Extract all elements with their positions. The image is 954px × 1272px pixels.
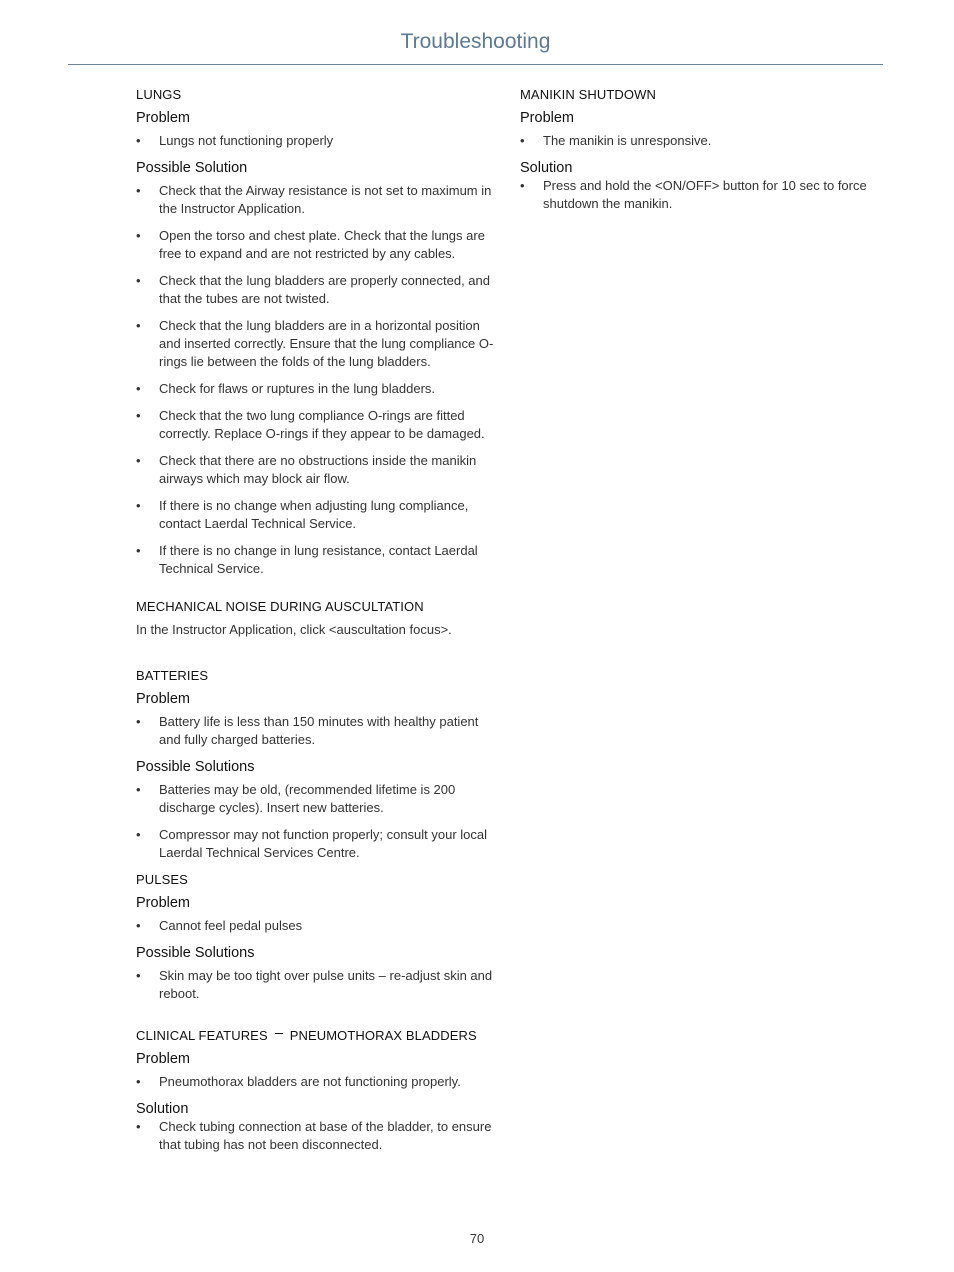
list-item-text: Check that the lung bladders are properly connected, and that the tubes are not twisted.: [159, 273, 490, 306]
bullet-icon: •: [136, 543, 141, 558]
problem-heading: Problem: [520, 110, 574, 126]
solution-list: [136, 781, 502, 862]
list-item-text: Check tubing connection at base of the bladder, to ensure that tubing has not been disconnected.: [159, 1119, 492, 1152]
problem-list: [136, 713, 502, 749]
problem-heading: Problem: [136, 691, 190, 707]
bullet-icon: •: [136, 381, 141, 396]
right-column: [520, 86, 886, 222]
page-header: [68, 0, 883, 65]
bullet-icon: •: [520, 133, 525, 148]
bullet-icon: •: [136, 273, 141, 288]
solution-list: [136, 182, 502, 578]
problem-list: [136, 917, 502, 935]
list-item-text: Batteries may be old, (recommended lifetime is 200 discharge cycles). Insert new batteries.: [159, 782, 456, 815]
section-pulses: [136, 871, 502, 1003]
list-item-text: Open the torso and chest plate. Check that the lungs are free to expand and are not restricted by any cables.: [159, 228, 485, 261]
solution-heading: Possible Solution: [136, 160, 248, 176]
problem-list: [136, 1073, 502, 1091]
solution-heading: Possible Solutions: [136, 945, 255, 961]
list-item: [136, 542, 502, 578]
bullet-icon: •: [136, 453, 141, 468]
list-item-text: Check that there are no obstructions inside the manikin airways which may block air flow.: [159, 453, 477, 486]
list-item: [136, 452, 502, 488]
list-item: [136, 132, 502, 150]
list-item: [136, 1118, 502, 1154]
list-item: [136, 497, 502, 533]
section-title: MANIKIN SHUTDOWN: [520, 87, 656, 102]
solution-heading: Possible Solutions: [136, 759, 255, 775]
list-item: [136, 407, 502, 443]
solution-list: [520, 177, 886, 213]
problem-heading: Problem: [136, 110, 190, 126]
list-item-text: Pneumothorax bladders are not functioning properly.: [159, 1074, 461, 1089]
bullet-icon: •: [136, 133, 141, 148]
section-lungs: [136, 86, 502, 578]
bullet-icon: •: [136, 408, 141, 423]
bullet-icon: •: [136, 228, 141, 243]
bullet-icon: •: [136, 1074, 141, 1089]
list-item-text: Skin may be too tight over pulse units – re-adjust skin and reboot.: [159, 968, 493, 1001]
dash-separator: [275, 1033, 283, 1034]
bullet-icon: •: [136, 968, 141, 983]
list-item-text: Compressor may not function properly; consult your local Laerdal Technical Services Centre.: [159, 827, 488, 860]
list-item-text: Cannot feel pedal pulses: [159, 918, 303, 933]
section-batteries: [136, 667, 502, 862]
section-manikin-shutdown: [520, 86, 886, 213]
list-item: [136, 917, 502, 935]
problem-heading: Problem: [136, 1051, 190, 1067]
section-title-part2: PNEUMOTHORAX BLADDERS: [289, 1028, 477, 1043]
list-item-text: Press and hold the <ON/OFF> button for 10 sec to force shutdown the manikin.: [543, 178, 867, 211]
bullet-icon: •: [520, 178, 525, 193]
bullet-icon: •: [136, 318, 141, 333]
bullet-icon: •: [136, 1119, 141, 1134]
list-item: [136, 317, 502, 371]
bullet-icon: •: [136, 827, 141, 842]
list-item: [136, 1073, 502, 1091]
problem-list: [136, 132, 502, 150]
section-mechanical-noise: [136, 598, 502, 639]
list-item: [136, 227, 502, 263]
list-item: [136, 781, 502, 817]
bullet-icon: •: [136, 714, 141, 729]
list-item: [136, 826, 502, 862]
bullet-icon: •: [136, 782, 141, 797]
solution-heading: Solution: [520, 160, 573, 176]
page-title: Troubleshooting: [400, 30, 551, 53]
section-title: PULSES: [136, 872, 188, 887]
section-title: LUNGS: [136, 87, 182, 102]
list-item-text: Check that the two lung compliance O-rings are fitted correctly. Replace O-rings if they appear to be damaged.: [159, 408, 485, 441]
list-item: [136, 713, 502, 749]
left-column: [136, 86, 502, 1163]
list-item-text: Lungs not functioning properly: [159, 133, 334, 148]
list-item-text: Check that the Airway resistance is not set to maximum in the Instructor Application.: [159, 183, 492, 216]
section-text: In the Instructor Application, click <auscultation focus>.: [136, 622, 452, 637]
list-item-text: Check for flaws or ruptures in the lung bladders.: [159, 381, 436, 396]
bullet-icon: •: [136, 918, 141, 933]
list-item-text: Battery life is less than 150 minutes with healthy patient and fully charged batteries.: [159, 714, 479, 747]
list-item-text: If there is no change when adjusting lung compliance, contact Laerdal Technical Service.: [159, 498, 469, 531]
solution-list: [136, 967, 502, 1003]
page-number: 70: [469, 1231, 485, 1246]
section-title: BATTERIES: [136, 668, 209, 683]
section-clinical-features: [136, 1027, 502, 1154]
solution-heading: Solution: [136, 1101, 189, 1117]
bullet-icon: •: [136, 498, 141, 513]
list-item: [520, 177, 886, 213]
list-item: [136, 967, 502, 1003]
list-item: [136, 182, 502, 218]
list-item-text: The manikin is unresponsive.: [543, 133, 712, 148]
problem-list: [520, 132, 886, 150]
solution-list: [136, 1118, 502, 1154]
list-item: [136, 380, 502, 398]
list-item-text: If there is no change in lung resistance, contact Laerdal Technical Service.: [159, 543, 478, 576]
bullet-icon: •: [136, 183, 141, 198]
list-item-text: Check that the lung bladders are in a horizontal position and inserted correctly. Ensure that the lung compliance O-rings lie between the folds of the lung bladders.: [159, 318, 494, 369]
list-item: [520, 132, 886, 150]
section-title: [136, 1027, 502, 1045]
problem-heading: Problem: [136, 895, 190, 911]
section-title-part1: CLINICAL FEATURES: [136, 1028, 268, 1043]
section-title: MECHANICAL NOISE DURING AUSCULTATION: [136, 599, 424, 614]
list-item: [136, 272, 502, 308]
